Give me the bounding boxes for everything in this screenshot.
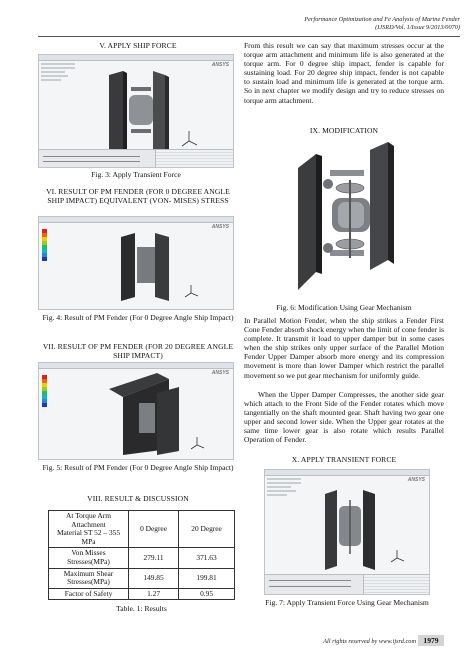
ansys-logo: ANSYS: [211, 224, 229, 230]
table-row: [49, 548, 235, 568]
table-header-row: [49, 511, 235, 548]
table-header-20-degree: 20 Degree: [179, 511, 235, 548]
ansys-logo: ANSYS: [211, 370, 229, 376]
figure-6-gear-mechanism-model: [290, 140, 410, 300]
row-label: Factor of Safety: [49, 588, 129, 600]
figure-3-image: [38, 54, 234, 168]
table-header-material: [49, 511, 129, 548]
header-issue: (IJSRD/Vol. 1/Issue 9/2013/0070): [375, 24, 460, 31]
results-table: [48, 510, 235, 600]
paragraph-result-analysis: From this result we can say that maximum stresses occur at the torque arm attachment and minimum life is also generated at the torque arm. For 0 degree ship impact, fender is capable for sustaining load. For 20 degree ship impact, fender is not capable to sustain load and minimum life is generated at the torque arm. So in next chapter we modify design and try to reduce stresses on torque arm attachment.: [244, 41, 444, 105]
table-header-0-degree: 0 Degree: [129, 511, 179, 548]
section-heading-result-0-degree: VI. RESULT OF PM FENDER (FOR 0 DEGREE ANGLE SHIP IMPACT) EQUIVALENT (VON- MISES) STRESS: [46, 187, 230, 205]
section-heading-apply-transient-force: X. APPLY TRANSIENT FORCE: [291, 455, 397, 464]
figure-6-caption: Fig. 6: Modification Using Gear Mechanism: [276, 303, 412, 312]
paragraph-parallel-motion: In Parallel Motion Fender, when the ship strikes a Fender First Cone Fender absorb shock energy when the limit of cone fender is complete. It transmit it load to upper damper but in some cases when the ship strikes only upper surface of the Parallel Motion Fender Upper Damper absorb more energy and its compression movement is more than lower Damper which restrict the parallel movement so we put gear mechanism for uniformly guide.: [244, 316, 444, 380]
section-heading-modification: IX. MODIFICATION: [309, 126, 379, 135]
table-row: [49, 568, 235, 588]
ansys-logo: ANSYS: [407, 477, 425, 483]
table-caption: Table. 1: Results: [116, 604, 167, 613]
cell-20-degree: 371.63: [179, 548, 235, 568]
figure-5-caption: Fig. 5: Result of PM Fender (For 0 Degree Angle Ship Impact): [42, 463, 234, 472]
ansys-logo: ANSYS: [211, 62, 229, 68]
cell-20-degree: 0.95: [179, 588, 235, 600]
cell-0-degree: 279.11: [129, 548, 179, 568]
cell-0-degree: 149.85: [129, 568, 179, 588]
paragraph-upper-damper: When the Upper Damper Compresses, the another side gear which attach to the Front Side of the Fender rotates which move tangentially on the shaft mounted gear. Shaft having two gear one upper and second lower side. When the Upper gear rotates at the same time lower gear is also rotate which results Parallel Operation of Fender.: [244, 390, 444, 445]
row-label: Maximum Shear Stresses(MPa): [49, 568, 129, 588]
running-header: [0, 16, 460, 32]
section-heading-results-discussion: VIII. RESULT & DISCUSSION: [87, 494, 189, 503]
row-label: Von Misses Stresses(MPa): [49, 548, 129, 568]
stress-result-drawing: [39, 217, 234, 310]
table-row: [49, 588, 235, 600]
section-heading-apply-ship-force: V. APPLY SHIP FORCE: [99, 41, 177, 50]
footer-copyright: All rights reserved by www.ijsrd.com: [323, 638, 416, 645]
figure-5-image: [38, 362, 234, 460]
cell-0-degree: 1.27: [129, 588, 179, 600]
cell-20-degree: 199.81: [179, 568, 235, 588]
figure-7-caption: Fig. 7: Apply Transient Force Using Gear Mechanism: [265, 598, 429, 607]
figure-3-caption: Fig. 3: Apply Transient Force: [91, 170, 181, 179]
header-attachment: At Torque Arm Attachment: [66, 511, 111, 529]
figure-4-image: [38, 216, 234, 310]
header-material: Material ST 52 – 355 MPa: [56, 528, 121, 546]
header-title: Performance Optimization and Fe Analysis of Marine Fender: [304, 16, 460, 23]
figure-4-caption: Fig. 4: Result of PM Fender (For 0 Degree Angle Ship Impact): [42, 313, 234, 322]
section-heading-result-20-degree: VII. RESULT OF PM FENDER (FOR 20 DEGREE ANGLE SHIP IMPACT): [42, 342, 234, 360]
page-number: 1979: [418, 635, 444, 646]
stress-result-drawing-20deg: [39, 363, 234, 460]
header-rule: [38, 36, 460, 37]
figure-7-image: [264, 469, 430, 595]
